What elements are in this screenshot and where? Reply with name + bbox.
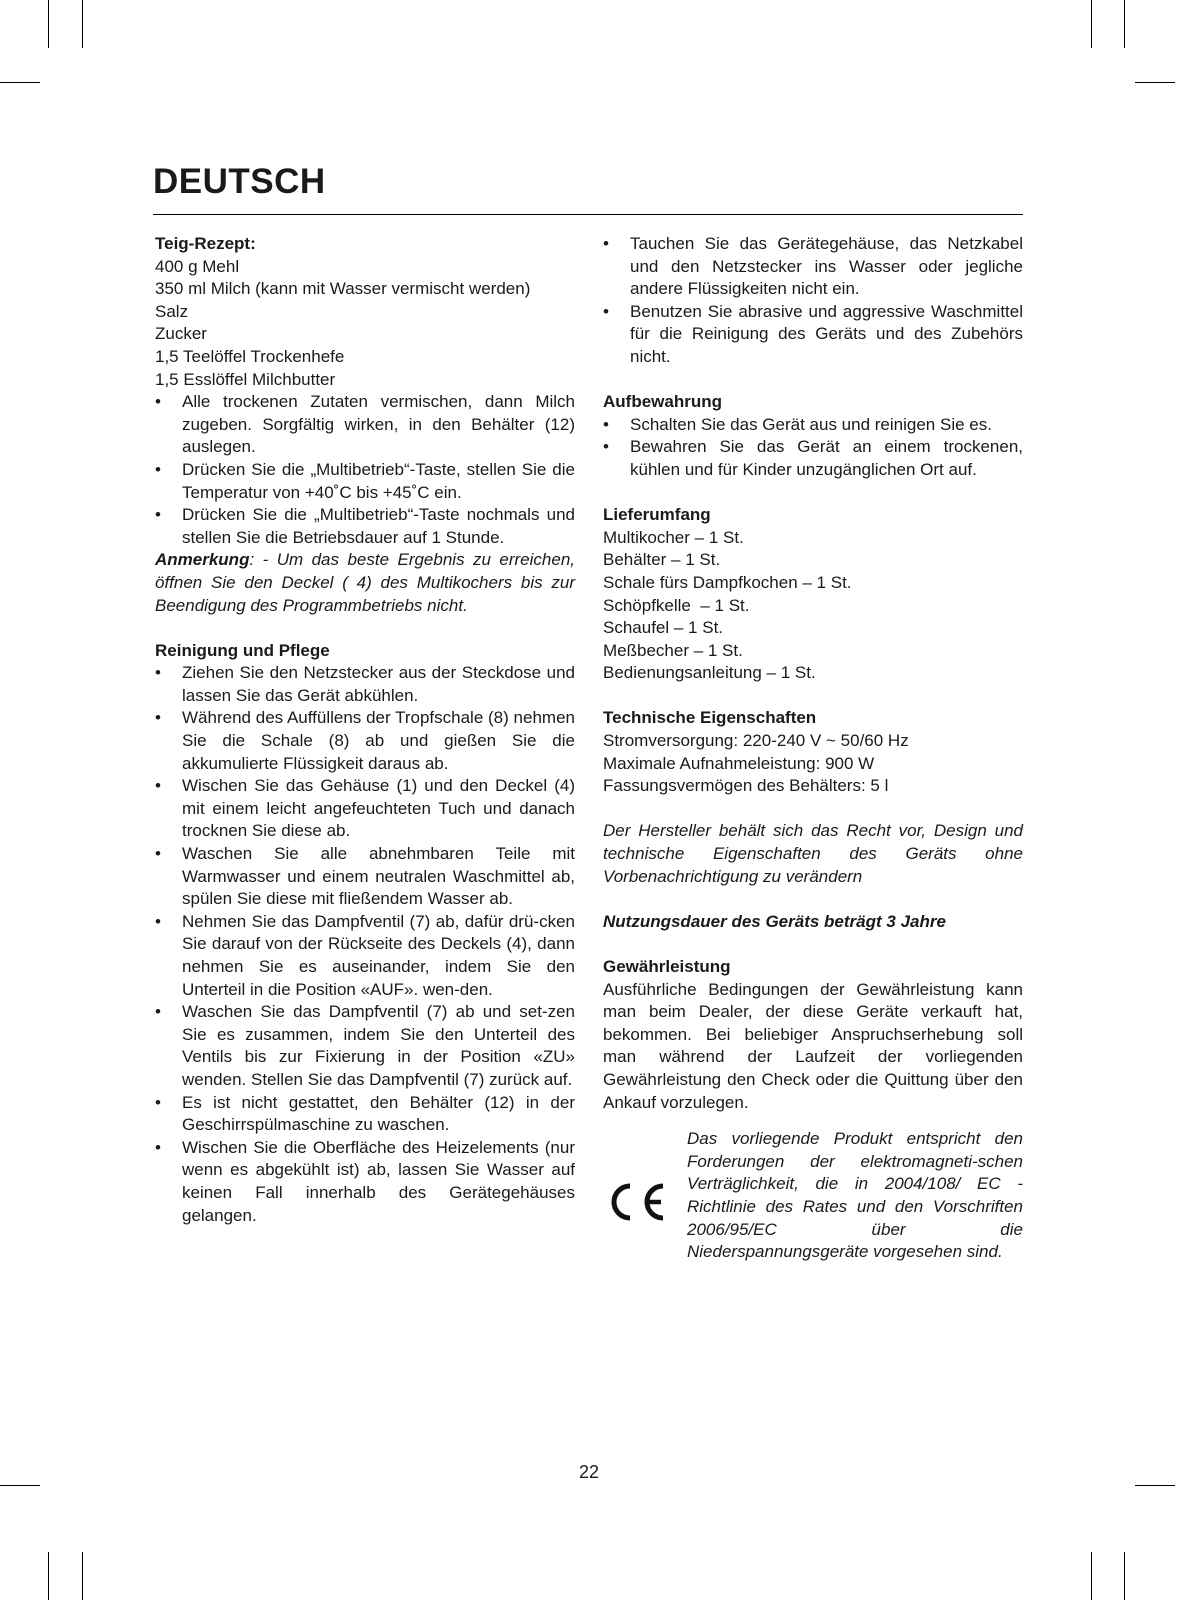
crop-mark — [1091, 0, 1092, 48]
bullet-icon: • — [155, 844, 161, 864]
list-item — [155, 1001, 575, 1091]
list-item-text: Wischen Sie die Oberfläche des Heizelements (nur wenn es abgekühlt ist) ab, lassen Sie Wasser auf keinen Fall innerhalb des Gerätegehäuses gelangen. — [182, 1137, 575, 1225]
title-divider — [153, 214, 1023, 215]
manufacturer-note: Der Hersteller behält sich das Recht vor, Design und technische Eigenschaften des Geräts ohne Vorbenachrichtigung zu verändern — [603, 821, 1023, 886]
ce-mark-icon — [603, 1180, 667, 1224]
ingredient-line: Salz — [155, 301, 189, 321]
left-column — [155, 233, 575, 1227]
ingredient-line: 350 ml Milch (kann mit Wasser vermischt werden) — [155, 279, 531, 299]
ingredient-line: Zucker — [155, 324, 207, 344]
crop-mark — [1124, 1552, 1125, 1600]
list-item-text: Drücken Sie die „Multibetrieb“-Taste, stellen Sie die Temperatur von +40˚C bis +45˚C ein. — [182, 459, 575, 502]
crop-mark — [1091, 1552, 1092, 1600]
bullet-icon: • — [155, 776, 161, 796]
list-item — [155, 1137, 575, 1227]
list-item — [155, 504, 575, 549]
delivery-item: Schale fürs Dampfkochen – 1 St. — [603, 572, 852, 592]
spec-line: Maximale Aufnahmeleistung: 900 W — [603, 753, 875, 773]
page-title: DEUTSCH — [153, 162, 326, 201]
crop-mark — [0, 82, 40, 83]
ingredient-line: 1,5 Esslöffel Milchbutter — [155, 369, 336, 389]
list-item — [603, 233, 1023, 301]
specs-heading: Technische Eigenschaften — [603, 708, 817, 728]
crop-mark — [1135, 82, 1175, 83]
list-item-text: Nehmen Sie das Dampfventil (7) ab, dafür drü-cken Sie darauf von der Rückseite des Deckels (4), dann nehmen Sie es auseinander, indem Sie den Unterteil in die Position «AUF». wen-den. — [182, 911, 575, 999]
bullet-icon: • — [155, 392, 161, 412]
list-item — [155, 391, 575, 459]
list-item-text: Wischen Sie das Gehäuse (1) und den Deckel (4) mit einem leicht angefeuchteten Tuch und danach trocknen Sie diese ab. — [182, 776, 575, 841]
spec-line: Stromversorgung: 220-240 V ~ 50/60 Hz — [603, 731, 909, 751]
crop-mark — [1124, 0, 1125, 48]
recipe-steps — [155, 391, 575, 549]
delivery-item: Bedienungsanleitung – 1 St. — [603, 663, 816, 683]
bullet-icon: • — [155, 708, 161, 728]
bullet-icon: • — [155, 1137, 161, 1157]
list-item-text: Waschen Sie das Dampfventil (7) ab und set-zen Sie es zusammen, indem Sie den Unterteil des Ventils bis zur Fixierung in der Position «ZU» wenden. Stellen Sie das Dampfventil (7) zurück auf. — [182, 1002, 575, 1089]
ingredient-line: 1,5 Teelöffel Trockenhefe — [155, 346, 345, 366]
list-item-text: Alle trockenen Zutaten vermischen, dann Milch zugeben. Sorgfältig wirken, in den Behälter (12) auslegen. — [182, 392, 575, 457]
list-item-text: Während des Auffüllens der Tropfschale (8) nehmen Sie die Schale (8) ab und gießen Sie die akkumulierte Flüssigkeit daraus ab. — [182, 708, 575, 773]
note-label: Anmerkung — [155, 550, 250, 570]
delivery-item: Behälter – 1 St. — [603, 550, 721, 570]
crop-mark — [1135, 1485, 1175, 1486]
delivery-item: Meßbecher – 1 St. — [603, 640, 743, 660]
storage-heading: Aufbewahrung — [603, 392, 722, 412]
delivery-heading: Lieferumfang — [603, 505, 711, 525]
list-item — [155, 662, 575, 707]
list-item — [155, 459, 575, 504]
spec-line: Fassungsvermögen des Behälters: 5 l — [603, 776, 889, 796]
ingredient-line: 400 g Mehl — [155, 256, 240, 276]
bullet-icon: • — [155, 663, 161, 683]
bullet-icon: • — [603, 437, 609, 457]
bullet-icon: • — [155, 1002, 161, 1022]
cleaning-heading: Reinigung und Pflege — [155, 640, 330, 660]
list-item — [155, 843, 575, 911]
cleaning-list — [155, 662, 575, 1227]
list-item-text: Ziehen Sie den Netzstecker aus der Steckdose und lassen Sie das Gerät abkühlen. — [182, 663, 575, 705]
delivery-item: Schaufel – 1 St. — [603, 618, 724, 638]
list-item-text: Drücken Sie die „Multibetrieb“-Taste nochmals und stellen Sie die Betriebsdauer auf 1 Stunde. — [182, 505, 575, 547]
list-item-text: Waschen Sie alle abnehmbaren Teile mit Warmwasser und einem neutralen Waschmittel ab, spülen Sie diese mit fließendem Wasser ab. — [182, 844, 575, 909]
list-item-text: Es ist nicht gestattet, den Behälter (12) in der Geschirrspülmaschine zu waschen. — [182, 1092, 575, 1135]
ce-conformity-block — [603, 1128, 1023, 1264]
list-item — [155, 911, 575, 1001]
recipe-note — [155, 549, 575, 617]
warranty-text: Ausführliche Bedingungen der Gewährleistung kann man beim Dealer, der diese Geräte verkauft hat, bekommen. Bei beliebiger Anspruchserhebung soll man während der Laufzeit der vorliegenden Gewährleistung den Check oder die Quittung über den Ankauf vorzulegen. — [603, 979, 1023, 1112]
list-item-text: Tauchen Sie das Gerätegehäuse, das Netzkabel und den Netzstecker ins Wasser oder jegliche andere Flüssigkeiten nicht ein. — [630, 234, 1023, 299]
storage-list — [603, 414, 1023, 482]
bullet-icon: • — [603, 301, 609, 321]
crop-mark — [48, 1552, 49, 1600]
page-number: 22 — [578, 1462, 600, 1482]
list-item-text: Bewahren Sie das Gerät an einem trockenen, kühlen und für Kinder unzugänglichen Ort auf. — [630, 437, 1023, 479]
crop-mark — [0, 1485, 40, 1486]
bullet-icon: • — [155, 505, 161, 525]
ce-conformity-text: Das vorliegende Produkt entspricht den Forderungen der elektromagneti-schen Verträglichkeit, die in 2004/108/ EC - Richtlinie des Rates und den Vorschriften 2006/95/EC über die Niederspannungsgeräte vorgesehen sind. — [687, 1129, 1023, 1262]
list-item — [155, 1092, 575, 1137]
delivery-item: Schöpfkelle – 1 St. — [603, 595, 750, 615]
bullet-icon: • — [155, 1092, 161, 1112]
bullet-icon: • — [155, 911, 161, 931]
crop-mark — [48, 0, 49, 48]
lifetime-note: Nutzungsdauer des Geräts beträgt 3 Jahre — [603, 911, 946, 931]
cleaning-list-continued — [603, 233, 1023, 369]
list-item — [603, 436, 1023, 481]
right-column — [603, 233, 1023, 1264]
list-item — [603, 301, 1023, 369]
crop-mark — [82, 0, 83, 48]
recipe-heading: Teig-Rezept: — [155, 234, 256, 253]
delivery-item: Multikocher – 1 St. — [603, 527, 744, 547]
list-item — [155, 775, 575, 843]
note-text: : - Um das beste Ergebnis zu erreichen, öffnen Sie den Deckel ( 4) des Multikochers bis zur Beendigung des Programmbetriebs nicht. — [155, 550, 575, 615]
crop-mark — [82, 1552, 83, 1600]
bullet-icon: • — [155, 459, 161, 479]
list-item-text: Schalten Sie das Gerät aus und reinigen Sie es. — [630, 414, 992, 434]
bullet-icon: • — [603, 234, 609, 253]
list-item-text: Benutzen Sie abrasive und aggressive Waschmittel für die Reinigung des Geräts und des Zubehörs nicht. — [630, 301, 1023, 366]
list-item — [603, 414, 1023, 437]
list-item — [155, 707, 575, 775]
warranty-heading: Gewährleistung — [603, 957, 731, 976]
bullet-icon: • — [603, 414, 609, 434]
